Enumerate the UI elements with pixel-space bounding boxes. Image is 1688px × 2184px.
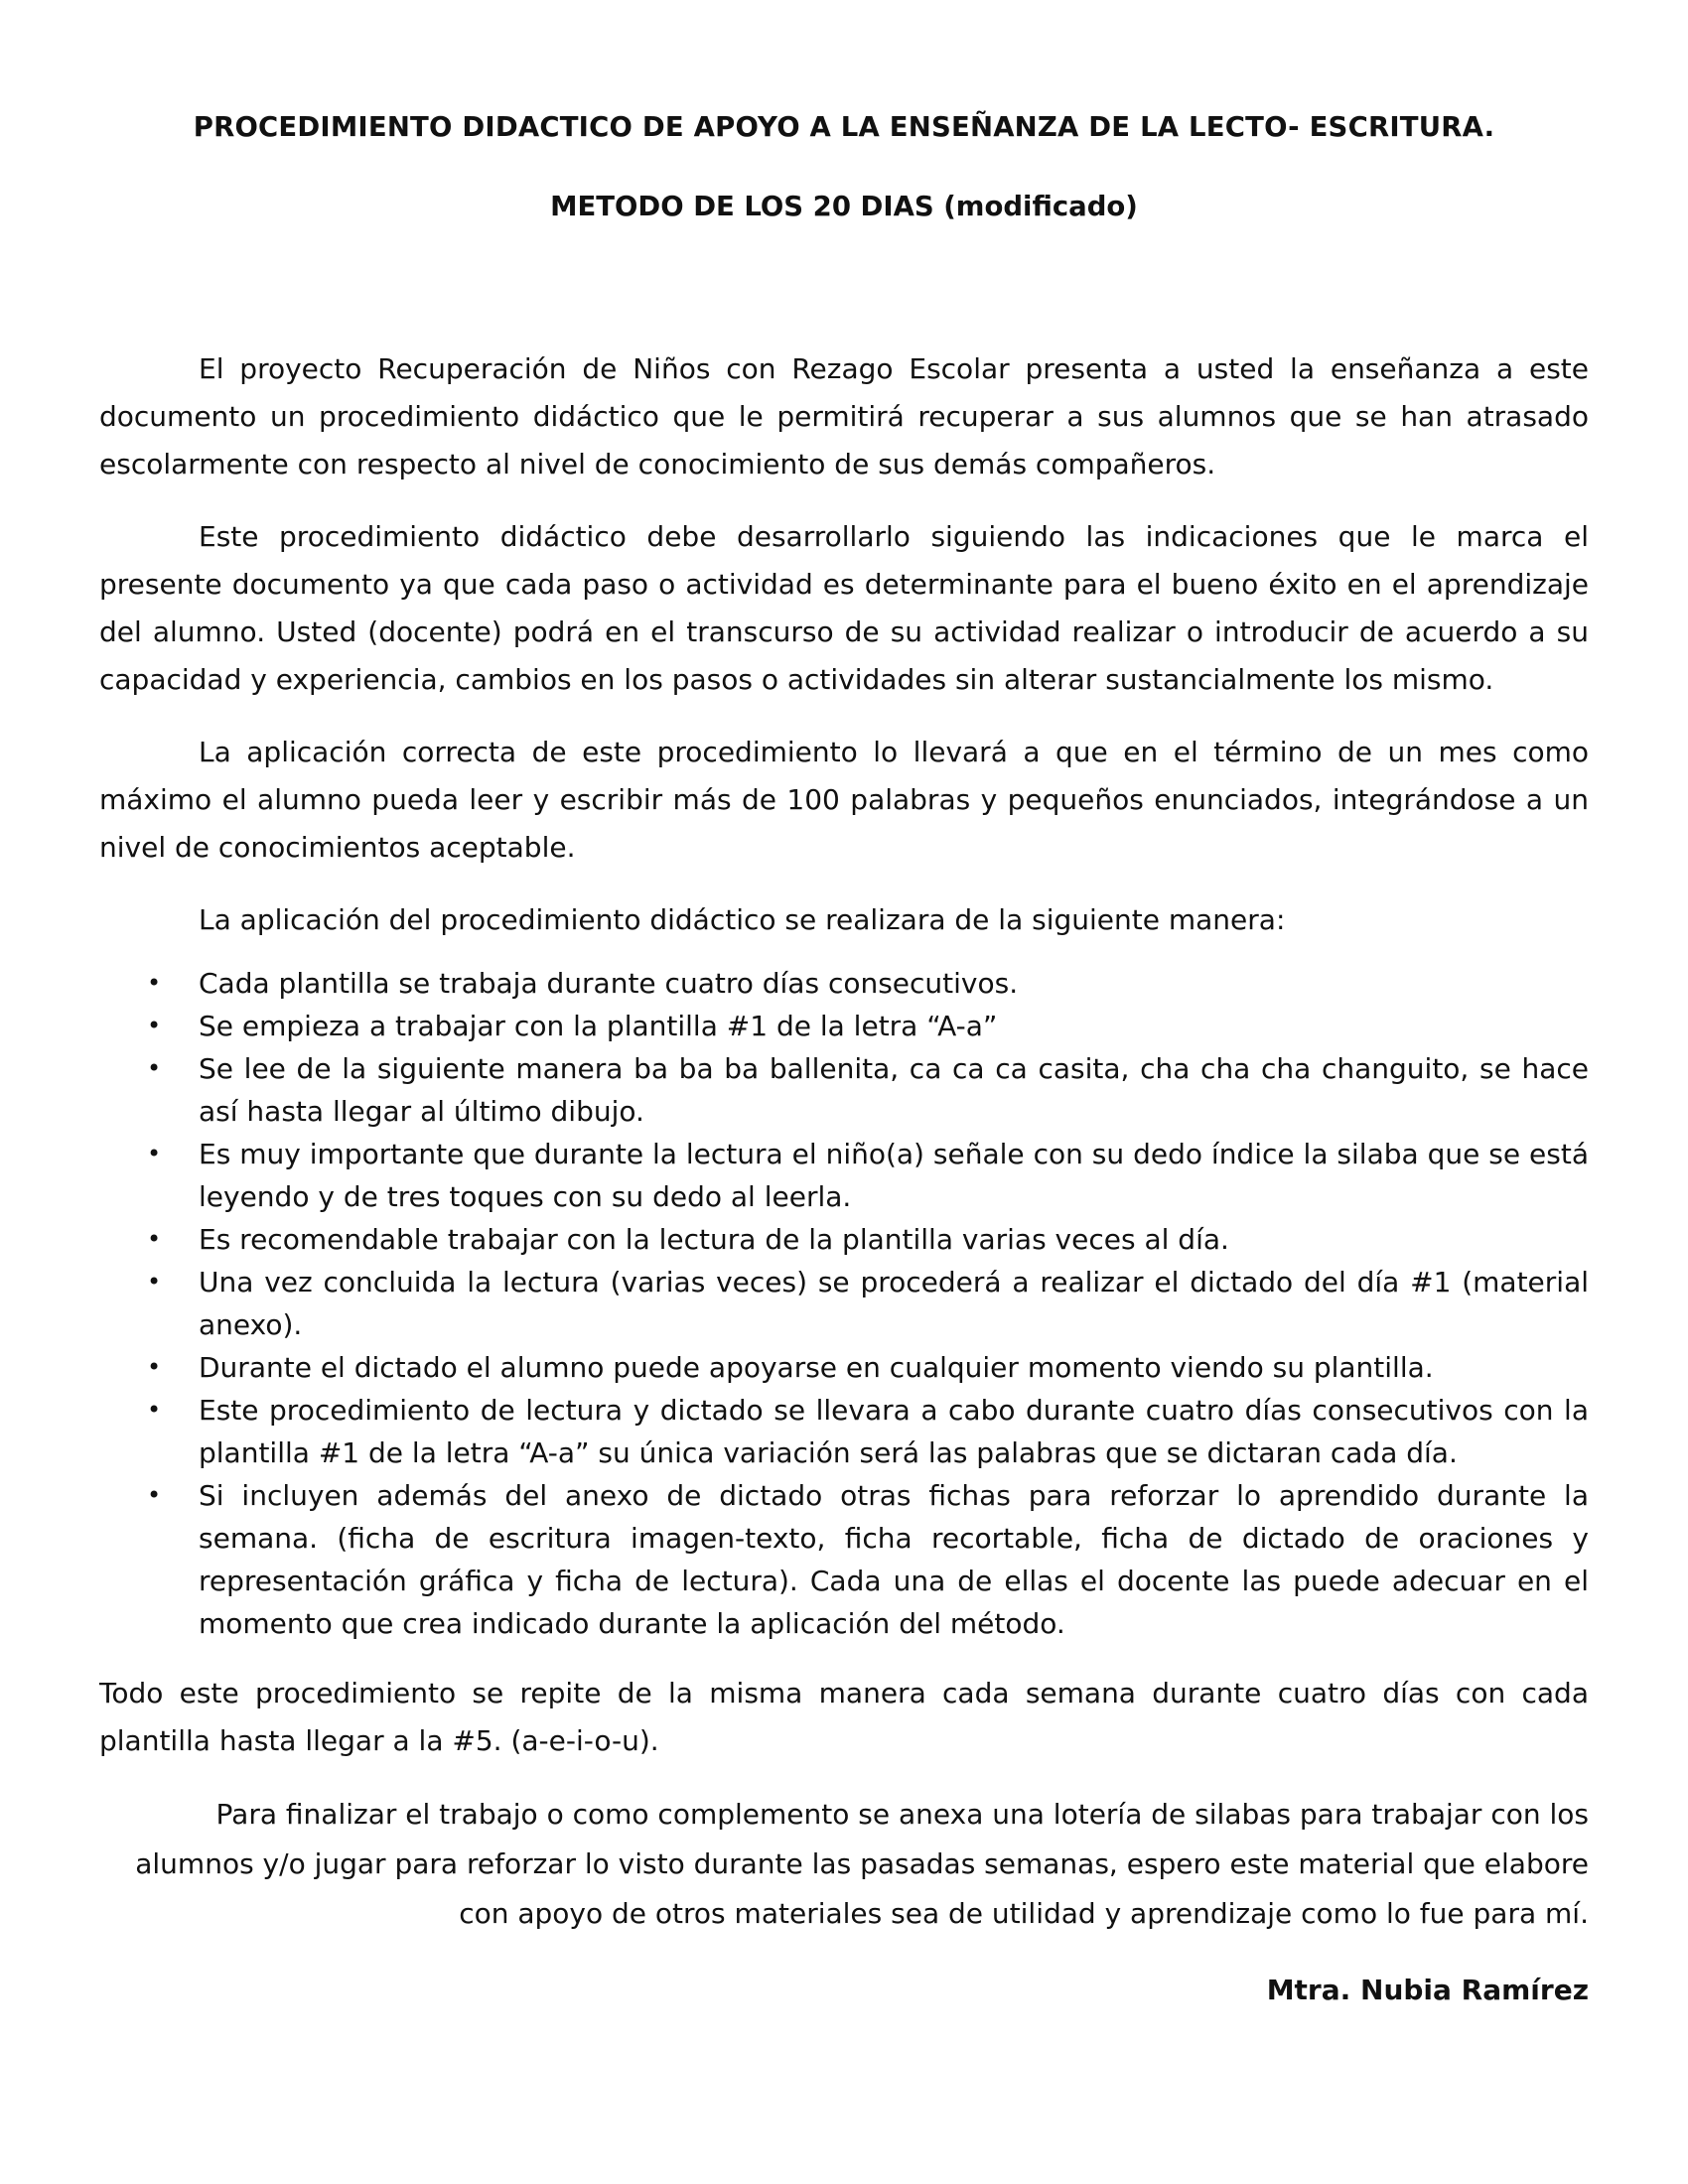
steps-list bbox=[99, 962, 1589, 1645]
bullet-icon: • bbox=[147, 1268, 162, 1296]
list-item bbox=[147, 1005, 1589, 1047]
step-text: Se empieza a trabajar con la plantilla #1 de la letra “A-a” bbox=[199, 1010, 998, 1042]
bullet-icon: • bbox=[147, 1140, 162, 1167]
step-text: Es muy importante que durante la lectura el niño(a) señale con su dedo índice la silaba que se está leyendo y de tres toques con su dedo al leerla. bbox=[199, 1138, 1589, 1213]
bullet-icon: • bbox=[147, 1481, 162, 1509]
step-text: Es recomendable trabajar con la lectura de la plantilla varias veces al día. bbox=[199, 1223, 1229, 1256]
step-text: Una vez concluida la lectura (varias veces) se procederá a realizar el dictado del día #1 (material anexo). bbox=[199, 1266, 1589, 1341]
list-item bbox=[147, 1346, 1589, 1389]
bullet-icon: • bbox=[147, 1353, 162, 1381]
closing-line: con apoyo de otros materiales sea de utilidad y aprendizaje como lo fue para mí. bbox=[459, 1897, 1589, 1930]
step-text: Cada plantilla se trabaja durante cuatro días consecutivos. bbox=[199, 967, 1019, 1000]
document-body bbox=[99, 345, 1589, 2014]
list-item bbox=[147, 1218, 1589, 1261]
step-text: Durante el dictado el alumno puede apoyarse en cualquier momento viendo su plantilla. bbox=[199, 1351, 1434, 1384]
list-item bbox=[147, 1474, 1589, 1645]
list-item bbox=[147, 1133, 1589, 1218]
step-text: Se lee de la siguiente manera ba ba ba ballenita, ca ca ca casita, cha cha cha changuito, se hace así hasta llegar al último dibujo. bbox=[199, 1052, 1589, 1128]
signature: Mtra. Nubia Ramírez bbox=[1266, 1974, 1589, 2006]
instructions-paragraph: Este procedimiento didáctico debe desarrollarlo siguiendo las indicaciones que le marca el presente documento ya que cada paso o actividad es determinante para el bueno éxito en el aprendizaje del alumno. Usted (docente) podrá en el transcurso de su actividad realizar o introducir de acuerdo a su capacidad y experiencia, cambios en los pasos o actividades sin alterar sustancialmente los mismo. bbox=[99, 520, 1589, 696]
bullet-icon: • bbox=[147, 1396, 162, 1424]
step-text: Este procedimiento de lectura y dictado se llevara a cabo durante cuatro días consecutivos con la plantilla #1 de la letra “A-a” su única variación será las palabras que se dictaran cada día. bbox=[199, 1394, 1589, 1469]
intro-paragraph: El proyecto Recuperación de Niños con Rezago Escolar presenta a usted la enseñanza a este documento un procedimiento didáctico que le permitirá recuperar a sus alumnos que se han atrasado escolarmente con respecto al nivel de conocimiento de sus demás compañeros. bbox=[99, 352, 1589, 480]
closing-line: alumnos y/o jugar para reforzar lo visto durante las pasadas semanas, espero este material que elabore bbox=[135, 1847, 1589, 1880]
bullet-icon: • bbox=[147, 1054, 162, 1082]
closing-paragraph bbox=[99, 1790, 1589, 1939]
repeat-note: Todo este procedimiento se repite de la misma manera cada semana durante cuatro días con cada plantilla hasta llegar a la #5. (a-e-i-o-u). bbox=[99, 1677, 1589, 1757]
step-text: Si incluyen además del anexo de dictado otras fichas para reforzar lo aprendido durante la semana. (ficha de escritura imagen-texto, ficha recortable, ficha de dictado de oraciones y representación gráfica y ficha de lectura). Cada una de ellas el docente las puede adecuar en el momento que crea indicado durante la aplicación del método. bbox=[199, 1479, 1589, 1640]
closing-line: Para finalizar el trabajo o como complemento se anexa una lotería de silabas para trabajar con los bbox=[215, 1798, 1589, 1831]
document-subtitle: METODO DE LOS 20 DIAS (modificado) bbox=[550, 191, 1138, 222]
list-item bbox=[147, 1261, 1589, 1346]
document-title: PROCEDIMIENTO DIDACTICO DE APOYO A LA ENSEÑANZA DE LA LECTO- ESCRITURA. bbox=[193, 111, 1495, 143]
list-item bbox=[147, 1389, 1589, 1474]
bullet-icon: • bbox=[147, 1225, 162, 1253]
bullet-icon: • bbox=[147, 969, 162, 997]
outcome-paragraph: La aplicación correcta de este procedimiento lo llevará a que en el término de un mes como máximo el alumno pueda leer y escribir más de 100 palabras y pequeños enunciados, integrándose a un nivel de conocimientos aceptable. bbox=[99, 736, 1589, 864]
list-item bbox=[147, 1047, 1589, 1133]
application-intro: La aplicación del procedimiento didáctico se realizara de la siguiente manera: bbox=[199, 903, 1286, 936]
bullet-icon: • bbox=[147, 1012, 162, 1039]
list-item bbox=[147, 962, 1589, 1005]
